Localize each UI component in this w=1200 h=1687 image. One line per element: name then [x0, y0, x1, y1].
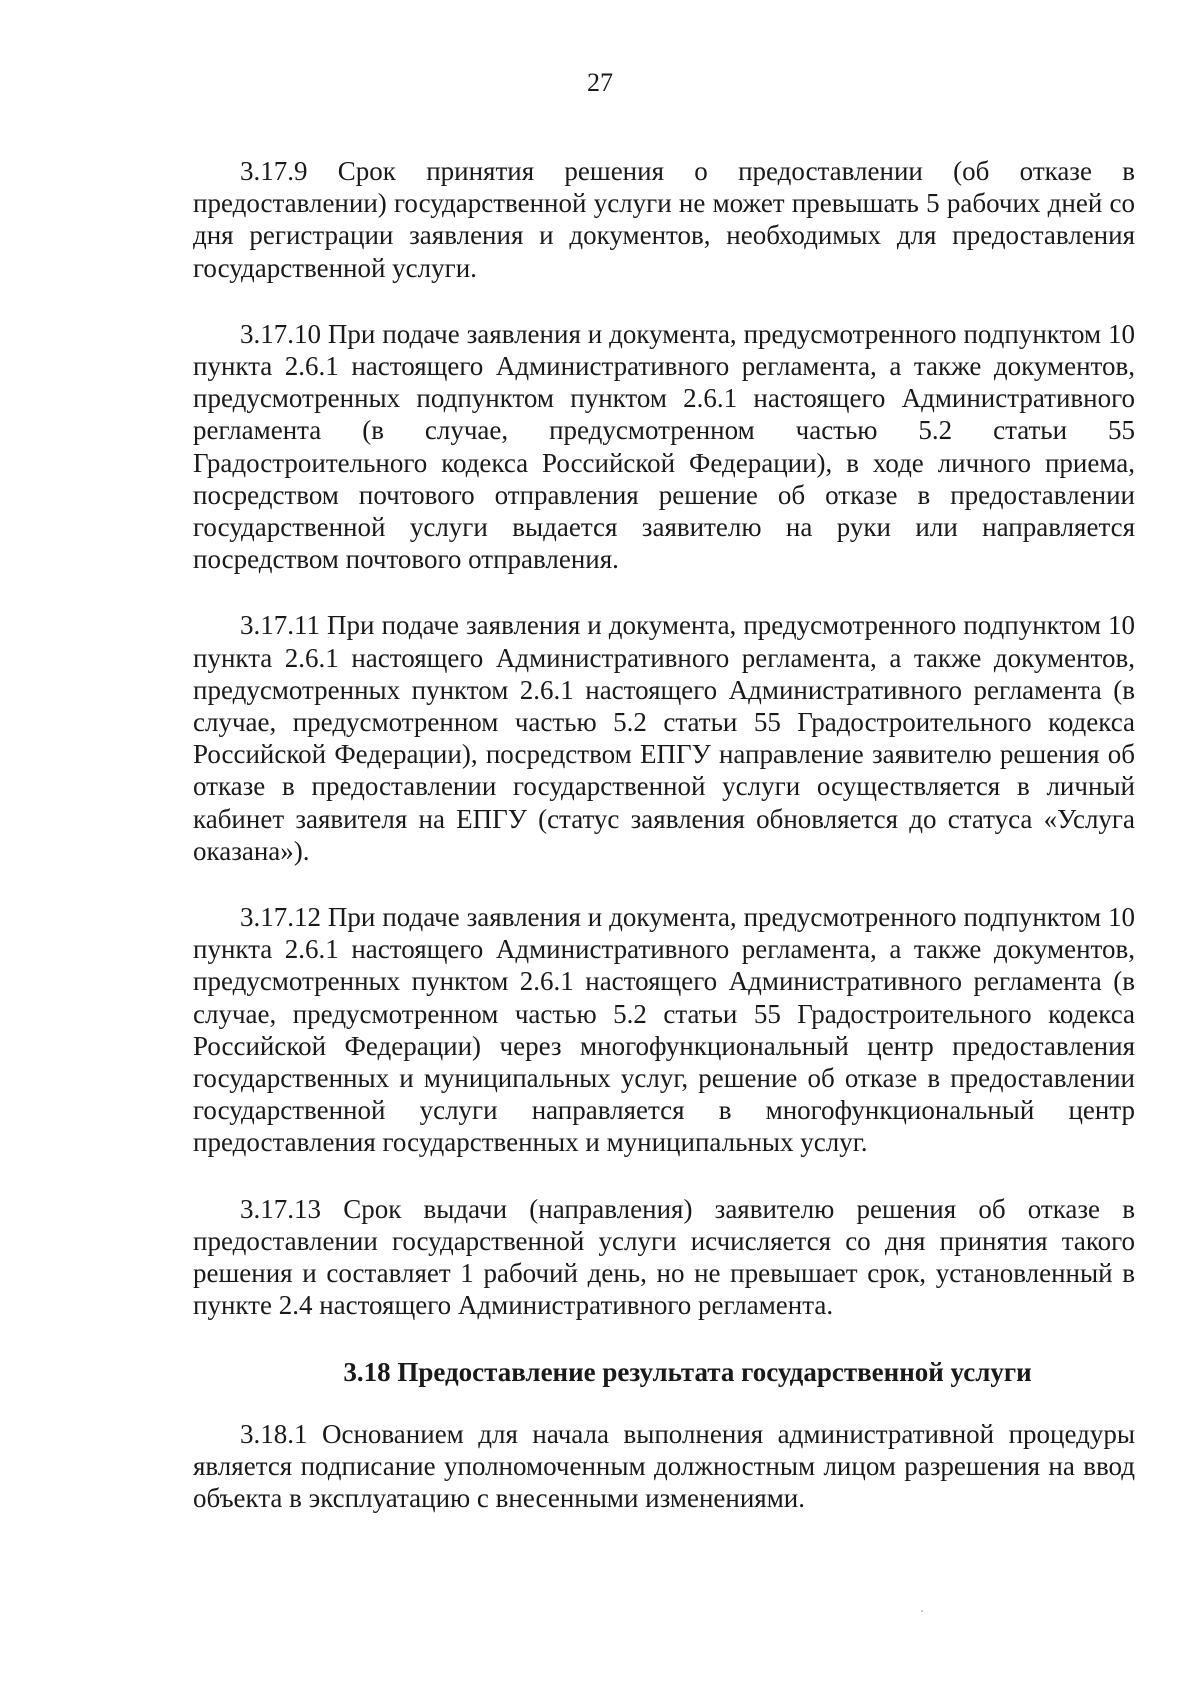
section-heading-3-18: 3.18 Предоставление результата государственной услуги: [343, 1356, 1032, 1387]
paragraph-3-17-10: 3.17.10 При подаче заявления и документа, предусмотренного подпунктом 10 пункта 2.6.1 настоящего Административного регламента, а также документов, предусмотренных подпунктом пунктом 2.6.1 настоящего Административного регламента (в случае, предусмотренном частью 5.2 статьи 55 Градостроительного кодекса Российской Федерации), в ходе личного приема, посредством почтового отправления решение об отказе в предоставлении государственной услуги выдается заявителю на руки или направляется посредством почтового отправления.: [193, 318, 1135, 575]
paragraph-3-17-13: 3.17.13 Срок выдачи (направления) заявителю решения об отказе в предоставлении государственной услуги исчисляется со дня принятия такого решения и составляет 1 рабочий день, но не превышает срок, установленный в пункте 2.4 настоящего Административного регламента.: [193, 1193, 1135, 1321]
scan-speck: [921, 1610, 923, 1612]
paragraph-3-17-9: 3.17.9 Срок принятия решения о предоставлении (об отказе в предоставлении) государственной услуги не может превышать 5 рабочих дней со дня регистрации заявления и документов, необходимых для предоставления государственной услуги.: [193, 156, 1135, 283]
page-number: 27: [587, 68, 613, 97]
paragraph-3-17-11: 3.17.11 При подаче заявления и документа, предусмотренного подпунктом 10 пункта 2.6.1 настоящего Административного регламента, а также документов, предусмотренных пунктом 2.6.1 настоящего Административного регламента (в случае, предусмотренном частью 5.2 статьи 55 Градостроительного кодекса Российской Федерации), посредством ЕПГУ направление заявителю решения об отказе в предоставлении государственной услуги осуществляется в личный кабинет заявителя на ЕПГУ (статус заявления обновляется до статуса «Услуга оказана»).: [193, 610, 1135, 866]
page-body: [193, 155, 1135, 1548]
paragraph-3-17-12: 3.17.12 При подаче заявления и документа, предусмотренного подпунктом 10 пункта 2.6.1 настоящего Административного регламента, а также документов, предусмотренных пунктом 2.6.1 настоящего Административного регламента (в случае, предусмотренном частью 5.2 статьи 55 Градостроительного кодекса Российской Федерации) через многофункциональный центр предоставления государственных и муниципальных услуг, решение об отказе в предоставлении государственной услуги направляется в многофункциональный центр предоставления государственных и муниципальных услуг.: [193, 902, 1135, 1158]
paragraph-3-18-1: 3.18.1 Основанием для начала выполнения административной процедуры является подписание уполномоченным должностным лицом разрешения на ввод объекта в эксплуатацию с внесенными изменениями.: [193, 1418, 1135, 1513]
